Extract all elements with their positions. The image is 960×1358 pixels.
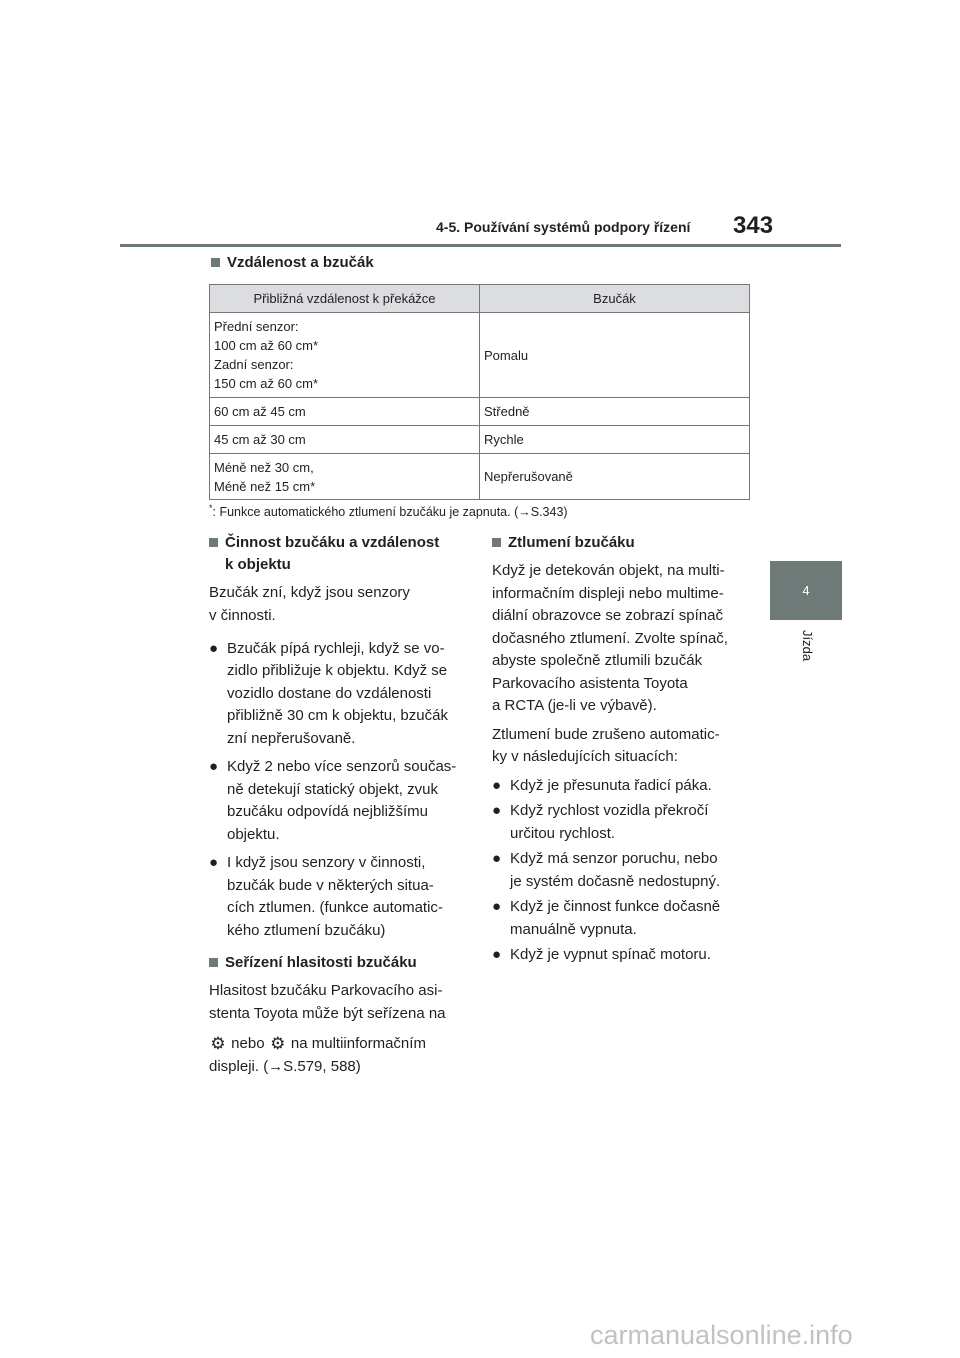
distance-cell: 45 cm až 30 cm [210,426,480,454]
text-line: je systém dočasně nedostupný. [510,872,721,890]
square-bullet-icon [211,258,220,267]
right-column [492,532,748,969]
volume-paragraph [209,980,465,1078]
heading-line: k objektu [225,556,291,573]
section-heading-buzzer-distance [209,532,465,576]
distance-buzzer-table [209,284,750,500]
text-line: zní nepřerušovaně. [227,729,356,747]
text-fragment: nebo [231,1035,265,1052]
cell-line: Méně než 15 cm* [214,478,316,494]
bullet-dot-icon: ● [492,850,502,867]
text-line: informačním displeji nebo multime- [492,584,724,602]
buzzer-cell: Rychle [480,426,750,454]
text-line: displeji. (→S.579, 588) [209,1057,361,1075]
text-line: ně detekují statický objekt, zvuk [227,780,438,798]
text-line: zidlo přibližuje k objektu. Když se [227,662,448,679]
mute-paragraph [492,560,748,718]
bullet-dot-icon: ● [492,898,502,915]
watermark: carmanualsonline.info [590,1320,853,1350]
text-line: a RCTA (je-li ve výbavě). [492,697,657,714]
table-row [210,454,750,500]
text-line: bzučák bude v některých situa- [227,876,434,894]
text-line: cích ztlumen. (funkce automatic- [227,899,443,916]
section-heading-text: Ztlumení bzučáku [508,534,635,551]
list-item [209,638,465,751]
text-line: dočasného ztlumení. Zvolte spínač, [492,629,728,647]
buzzer-cell: Pomalu [480,313,750,398]
text-line: v činnosti. [209,606,276,624]
header-divider [120,244,841,247]
list-item [492,944,748,967]
list-item [209,756,465,846]
text-line: objektu. [227,825,280,843]
table-row [210,398,750,426]
text-line: Když má senzor poruchu, nebo [510,850,718,867]
text-line: Bzučák zní, když jsou senzory [209,584,410,601]
text-line: určitou rychlost. [510,824,616,842]
square-bullet-icon [209,538,218,547]
list-item [492,800,748,845]
cell-line: Zadní senzor: [214,357,294,372]
intro-paragraph [209,582,465,627]
list-item-text [510,800,708,845]
section-heading-text: Seřízení hlasitosti bzučáku [225,954,417,971]
cell-line: Méně než 30 cm, [214,459,314,475]
text-line: abyste společně ztlumili bzučák [492,652,703,669]
text-line: Hlasitost bzučáku Parkovacího asi- [209,982,443,999]
heading-line: Činnost bzučáku a vzdálenost [225,534,440,551]
text-line: vozidlo dostane do vzdálenosti [227,684,432,702]
list-item [209,852,465,942]
bullet-dot-icon: ● [209,758,219,775]
text-line: Když je činnost funkce dočasně [510,898,721,915]
chapter-title: 4-5. Používání systémů podpory řízení [436,219,691,235]
bullet-dot-icon: ● [209,639,219,657]
text-line [209,1033,465,1056]
list-item-text [510,848,720,893]
list-item-text [227,756,456,846]
text-line: bzučáku odpovídá nejbližšímu [227,803,428,820]
text-line: kého ztlumení bzučáku) [227,921,386,939]
square-bullet-icon [209,958,218,967]
text-line: Když je detekován objekt, na multi- [492,562,725,579]
text-fragment: na multiinformačním [290,1035,426,1052]
list-item-text: Když je přesunuta řadicí páka. [510,776,712,794]
list-item-text [510,896,720,941]
bullet-dot-icon: ● [492,946,502,963]
text-line: Když 2 nebo více senzorů součas- [227,758,457,775]
table-header-row [210,285,750,313]
page-number: 343 [733,212,774,239]
footnote-mark: * [209,503,213,513]
section-heading-volume [209,952,465,974]
buzzer-cell: Nepřerušovaně [480,454,750,500]
text-line: přibližně 30 cm k objektu, bzučák [227,707,448,724]
gear-icon: ⚙ [210,1034,226,1053]
text-line: I když jsou senzory v činnosti, [227,854,426,871]
section-heading-text: Vzdálenost a bzučák [227,254,374,271]
buzzer-cell: Středně [480,398,750,426]
table-row [210,313,750,398]
distance-cell [210,454,480,500]
gear-icon: ⚙ [270,1034,286,1053]
list-item [492,848,748,893]
list-item-text: Když je vypnut spínač motoru. [510,946,711,963]
column-header-distance: Přibližná vzdálenost k překážce [210,285,480,313]
bullet-dot-icon: ● [492,776,502,794]
cell-line: Přední senzor: [214,319,299,334]
cancel-paragraph [492,724,748,769]
text-line: ky v následujících situacích: [492,748,678,765]
section-heading-text [225,532,439,576]
section-heading-mute [492,532,748,554]
chapter-tab[interactable] [770,561,842,620]
text-line: Parkovacího asistenta Toyota [492,674,688,692]
text-line: Když rychlost vozidla překročí [510,802,709,819]
cell-line: 100 cm až 60 cm* [214,338,319,353]
table-row [210,426,750,454]
table-footnote [209,503,568,519]
list-item [492,775,748,798]
chapter-tab-number: 4 [802,583,810,598]
left-column [209,532,465,1081]
text-line: Bzučák pípá rychleji, když se vo- [227,639,445,657]
text-line: Ztlumení bude zrušeno automatic- [492,725,720,743]
square-bullet-icon [492,538,501,547]
chapter-tab-label: Jízda [800,630,815,662]
section-heading-distance [211,252,374,274]
bullet-dot-icon: ● [209,854,219,871]
list-item [492,896,748,941]
footnote-text: : Funkce automatického ztlumení bzučáku je zapnuta. (→S.343) [212,505,568,520]
bullet-dot-icon: ● [492,802,502,819]
column-header-buzzer: Bzučák [480,285,750,313]
text-line: manuálně vypnuta. [510,920,637,938]
list-item-text [227,638,448,751]
text-line: stenta Toyota může být seřízena na [209,1004,446,1022]
distance-cell: 60 cm až 45 cm [210,398,480,426]
cell-line: 150 cm až 60 cm* [214,376,319,391]
list-item-text [227,852,443,942]
text-line: diální obrazovce se zobrazí spínač [492,607,723,624]
distance-cell [210,313,480,398]
